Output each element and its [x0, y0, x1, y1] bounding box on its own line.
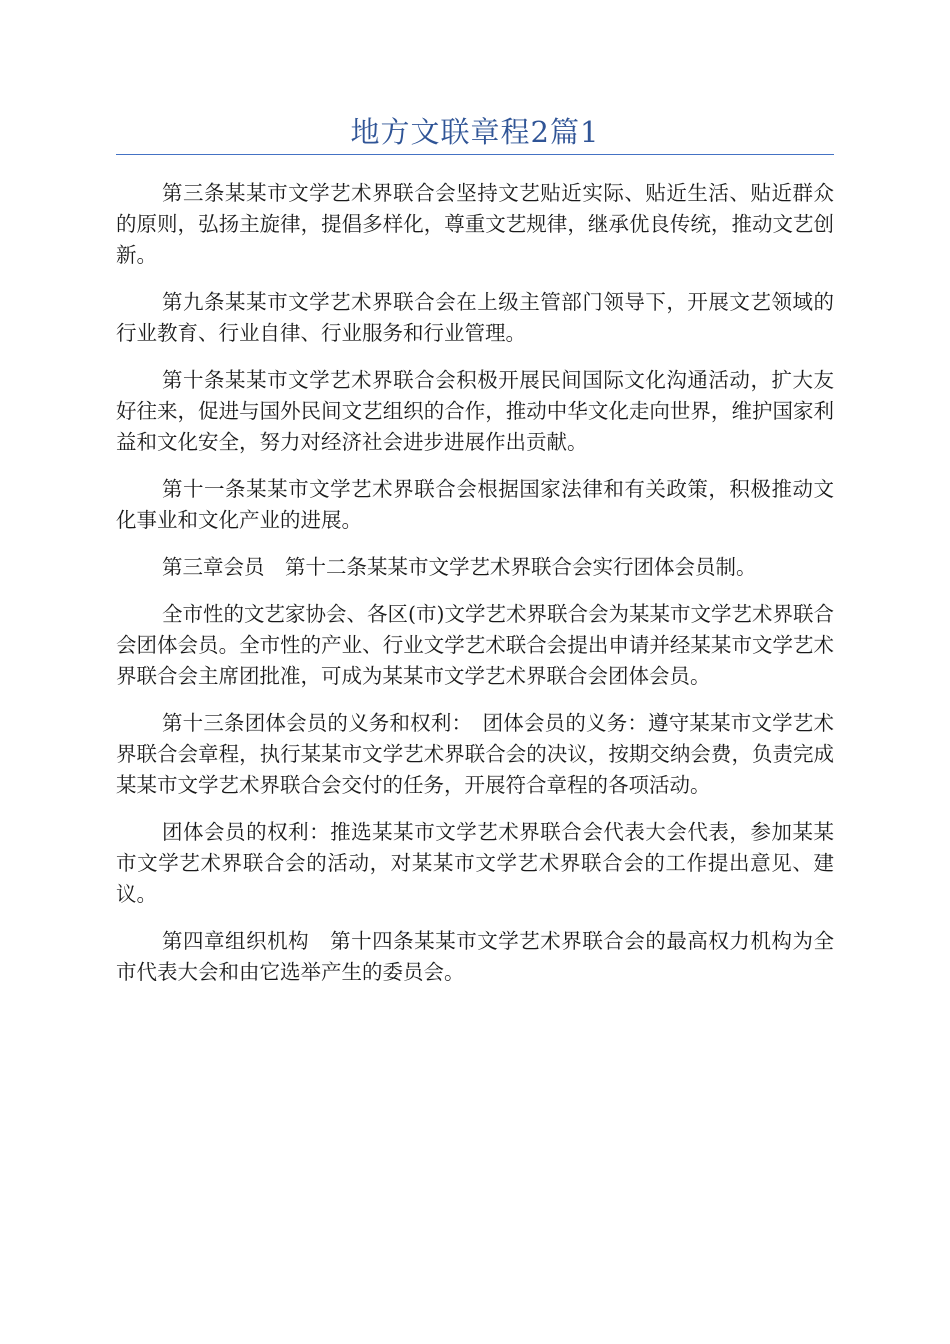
- document-body: [116, 178, 834, 1004]
- paragraph-article-11: 第十一条某某市文学艺术界联合会根据国家法律和有关政策，积极推动文化事业和文化产业的进展。: [116, 477, 834, 532]
- paragraph-article-13: 第十三条团体会员的义务和权利： 团体会员的义务：遵守某某市文学艺术界联合会章程，执行某某市文学艺术界联合会的决议，按期交纳会费，负责完成某某市文学艺术界联合会交付的任务，开展符合章程的各项活动。: [116, 711, 834, 797]
- paragraph-article-3: 第三条某某市文学艺术界联合会坚持文艺贴近实际、贴近生活、贴近群众的原则，弘扬主旋律，提倡多样化，尊重文艺规律，继承优良传统，推动文艺创新。: [116, 181, 834, 267]
- title-underline: [116, 154, 834, 155]
- paragraph-article-10: 第十条某某市文学艺术界联合会积极开展民间国际文化沟通活动，扩大友好往来，促进与国外民间文艺组织的合作，推动中华文化走向世界，维护国家利益和文化安全，努力对经济社会进步进展作出贡献。: [116, 368, 834, 454]
- paragraph-chapter-3-article-12: 第三章会员 第十二条某某市文学艺术界联合会实行团体会员制。: [162, 555, 757, 579]
- paragraph-group-members: 全市性的文艺家协会、各区(市)文学艺术界联合会为某某市文学艺术界联合会团体会员。全市性的产业、行业文学艺术联合会提出申请并经某某市文学艺术界联合会主席团批准，可成为某某市文学艺术界联合会团体会员。: [116, 602, 834, 688]
- document-title: 地方文联章程2篇1: [350, 115, 600, 149]
- paragraph-article-9: 第九条某某市文学艺术界联合会在上级主管部门领导下，开展文艺领域的行业教育、行业自律、行业服务和行业管理。: [116, 290, 834, 345]
- paragraph-member-rights: 团体会员的权利：推选某某市文学艺术界联合会代表大会代表，参加某某市文学艺术界联合会的活动，对某某市文学艺术界联合会的工作提出意见、建议。: [116, 820, 834, 906]
- paragraph-chapter-4-article-14: 第四章组织机构 第十四条某某市文学艺术界联合会的最高权力机构为全市代表大会和由它选举产生的委员会。: [116, 929, 834, 984]
